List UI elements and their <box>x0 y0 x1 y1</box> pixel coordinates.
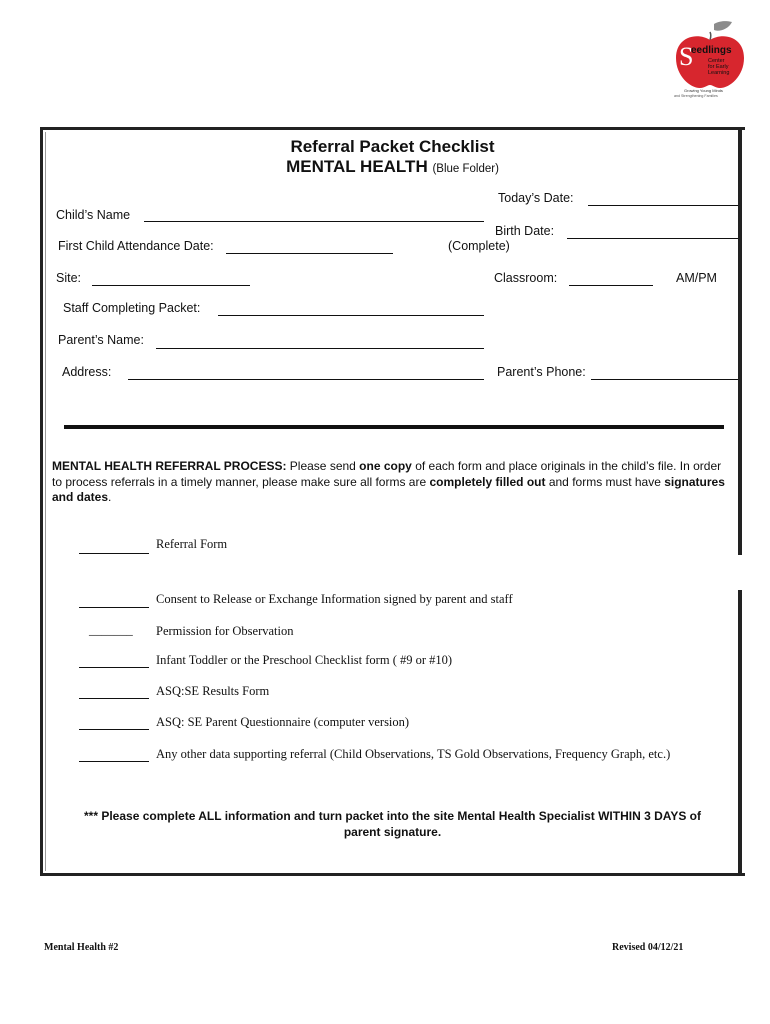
checklist-item: Referral Form <box>156 537 228 551</box>
staff-field[interactable] <box>218 315 484 316</box>
process-text-1: Please send <box>286 459 360 473</box>
checklist-blank[interactable] <box>79 607 149 608</box>
staff-label: Staff Completing Packet: <box>63 301 201 315</box>
parents-phone-field[interactable] <box>591 379 738 380</box>
site-field[interactable] <box>92 285 250 286</box>
seedlings-logo <box>670 20 750 98</box>
page-title: Referral Packet Checklist <box>290 137 495 156</box>
svg-text:for Early: for Early <box>708 64 729 70</box>
checklist-blank[interactable] <box>79 729 149 730</box>
checklist-blank[interactable] <box>79 667 149 668</box>
checklist-item: Any other data supporting referral (Child Observations, TS Gold Observations, Frequency Graph, etc.) <box>156 747 671 761</box>
parents-name-field[interactable] <box>156 348 484 349</box>
address-label: Address: <box>62 365 112 379</box>
page-subtitle <box>0 157 770 177</box>
footer-right: Revised 04/12/21 <box>612 942 684 953</box>
parents-phone-label: Parent’s Phone: <box>497 365 586 379</box>
parents-name-label: Parent’s Name: <box>58 333 144 347</box>
frame-right-border-upper <box>738 127 742 555</box>
svg-text:S: S <box>679 42 694 71</box>
classroom-label: Classroom: <box>494 271 558 285</box>
svg-text:Learning: Learning <box>708 70 730 76</box>
frame-bottom-border <box>40 873 745 876</box>
process-bold-1: one copy <box>359 459 412 473</box>
site-label: Site: <box>56 271 82 285</box>
closing-line-1: *** Please complete ALL information and turn packet into the site Mental Health Specialist WITHIN 3 DAYS of <box>83 809 701 823</box>
svg-text:eedlings: eedlings <box>691 45 732 56</box>
svg-text:Center: Center <box>708 58 725 64</box>
checklist-item: Infant Toddler or the Preschool Checklist form ( #9 or #10) <box>156 653 453 667</box>
process-text-4: . <box>108 490 112 504</box>
process-bold-3: signatures and dates <box>52 474 725 504</box>
checklist-blank[interactable] <box>79 761 149 762</box>
checklist-item: Permission for Observation <box>156 624 294 638</box>
process-paragraph <box>52 459 732 506</box>
childs-name-field[interactable] <box>144 221 484 222</box>
subtitle-main: MENTAL HEALTH <box>286 157 428 176</box>
checklist-item: Consent to Release or Exchange Information signed by parent and staff <box>156 592 513 606</box>
footer-left: Mental Health #2 <box>44 942 119 953</box>
first-attendance-label: First Child Attendance Date: <box>58 239 214 253</box>
frame-left-border <box>40 127 43 876</box>
svg-text:Growing Young Minds: Growing Young Minds <box>684 88 723 93</box>
process-text-2: of each form and place originals in the child’s file. In order to process referrals in a timely manner, please make sure all forms are <box>52 459 722 489</box>
birth-date-label: Birth Date: <box>495 224 555 238</box>
complete-note: (Complete) <box>448 239 510 253</box>
childs-name-label: Child’s Name <box>56 208 131 222</box>
closing-line-2: parent signature. <box>343 825 442 839</box>
checklist-blank[interactable]: _______ <box>89 623 133 637</box>
process-bold-2: completely filled out <box>429 474 546 489</box>
svg-text:and Strengthening Families: and Strengthening Families <box>674 94 718 98</box>
subtitle-note: (Blue Folder) <box>432 163 499 175</box>
checklist-blank[interactable] <box>79 553 149 554</box>
checklist-item: ASQ:SE Results Form <box>156 684 270 698</box>
todays-date-field[interactable] <box>588 205 738 206</box>
todays-date-label: Today’s Date: <box>498 191 574 205</box>
birth-date-field[interactable] <box>567 238 738 239</box>
checklist-item: ASQ: SE Parent Questionnaire (computer version) <box>156 715 410 729</box>
classroom-field[interactable] <box>569 285 653 286</box>
process-heading: MENTAL HEALTH REFERRAL PROCESS: <box>52 459 287 473</box>
section-divider <box>64 425 724 429</box>
closing-note <box>45 808 740 840</box>
frame-top-border <box>40 127 745 130</box>
checklist-blank[interactable] <box>79 698 149 699</box>
frame-inner-line <box>45 132 46 871</box>
ampm-label: AM/PM <box>676 271 717 285</box>
first-attendance-field[interactable] <box>226 253 393 254</box>
process-text-3: and forms must have <box>545 474 665 489</box>
address-field[interactable] <box>128 379 484 380</box>
